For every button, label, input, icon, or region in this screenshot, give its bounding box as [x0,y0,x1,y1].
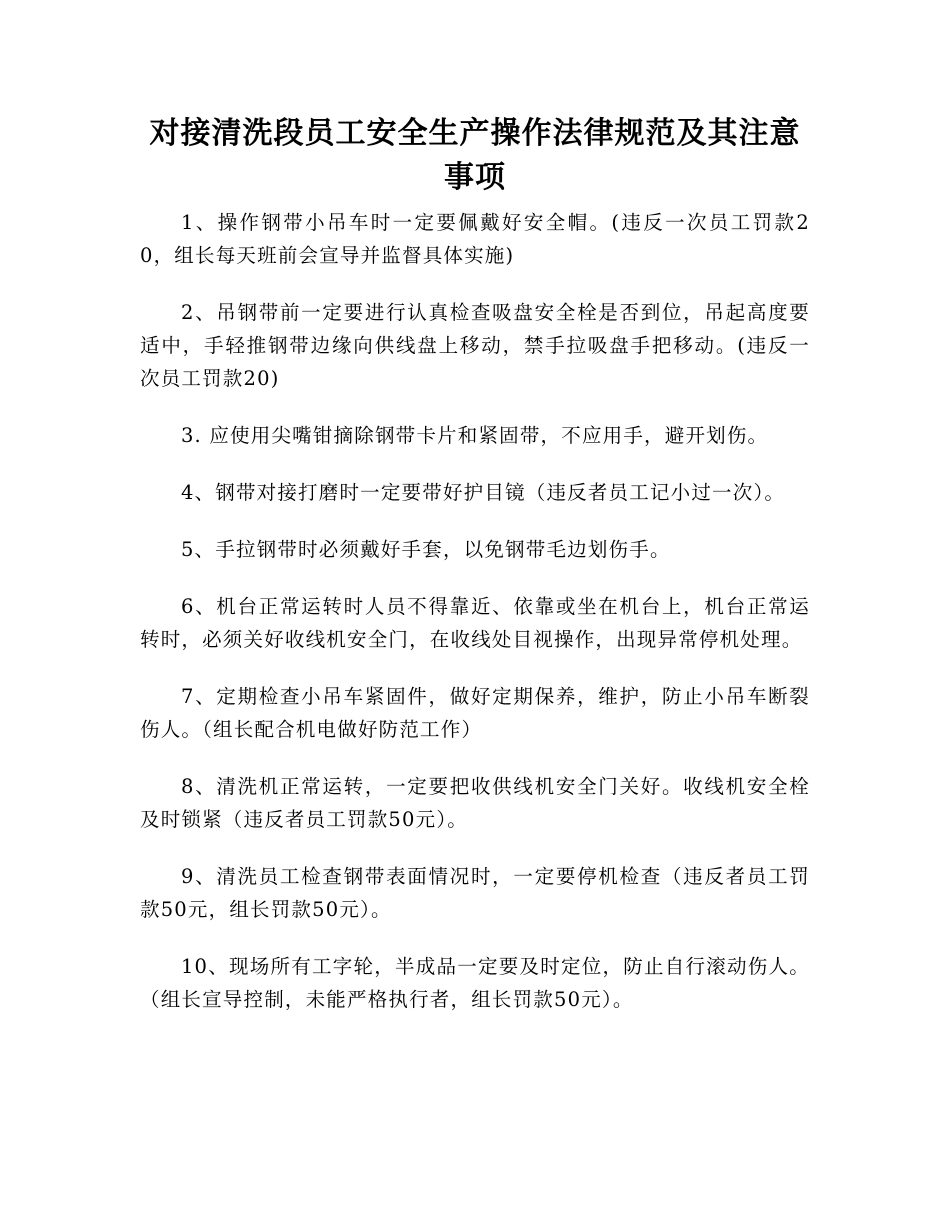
paragraph-5: 5、手拉钢带时必须戴好手套，以免钢带毛边划伤手。 [180,538,671,561]
paragraph-3: 3. 应使用尖嘴钳摘除钢带卡片和紧固带，不应用手，避开划伤。 [180,424,769,447]
paragraph-4: 4、钢带对接打磨时一定要带好护目镜（违反者员工记小过一次）。 [180,481,786,504]
paragraph-2: 2、吊钢带前一定要进行认真检查吸盘安全栓是否到位，吊起高度要适中，手轻推钢带边缘向供线盘上移动，禁手拉吸盘手把移动。(违反一次员工罚款20) [140,301,810,390]
paragraph-9: 9、清洗员工检查钢带表面情况时，一定要停机检查（违反者员工罚款50元，组长罚款50元）。 [140,865,810,921]
paragraph-10: 10、现场所有工字轮，半成品一定要及时定位，防止自行滚动伤人。（组长宣导控制，未能严格执行者，组长罚款50元）。 [140,955,810,1011]
paragraph-8: 8、清洗机正常运转，一定要把收供线机安全门关好。收线机安全栓及时锁紧（违反者员工罚款50元）。 [140,775,810,831]
paragraph-7: 7、定期检查小吊车紧固件，做好定期保养，维护，防止小吊车断裂伤人。（组长配合机电做好防范工作） [140,685,810,741]
paragraph-1: 1、操作钢带小吊车时一定要佩戴好安全帽。(违反一次员工罚款20，组长每天班前会宣导并监督具体实施) [140,211,810,267]
document-title: 对接清洗段员工安全生产操作法律规范及其注意事项 [149,116,801,195]
document-body [140,206,810,1040]
paragraph-6: 6、机台正常运转时人员不得靠近、依靠或坐在机台上，机台正常运转时，必须关好收线机安全门，在收线处目视操作，出现异常停机处理。 [140,595,810,651]
